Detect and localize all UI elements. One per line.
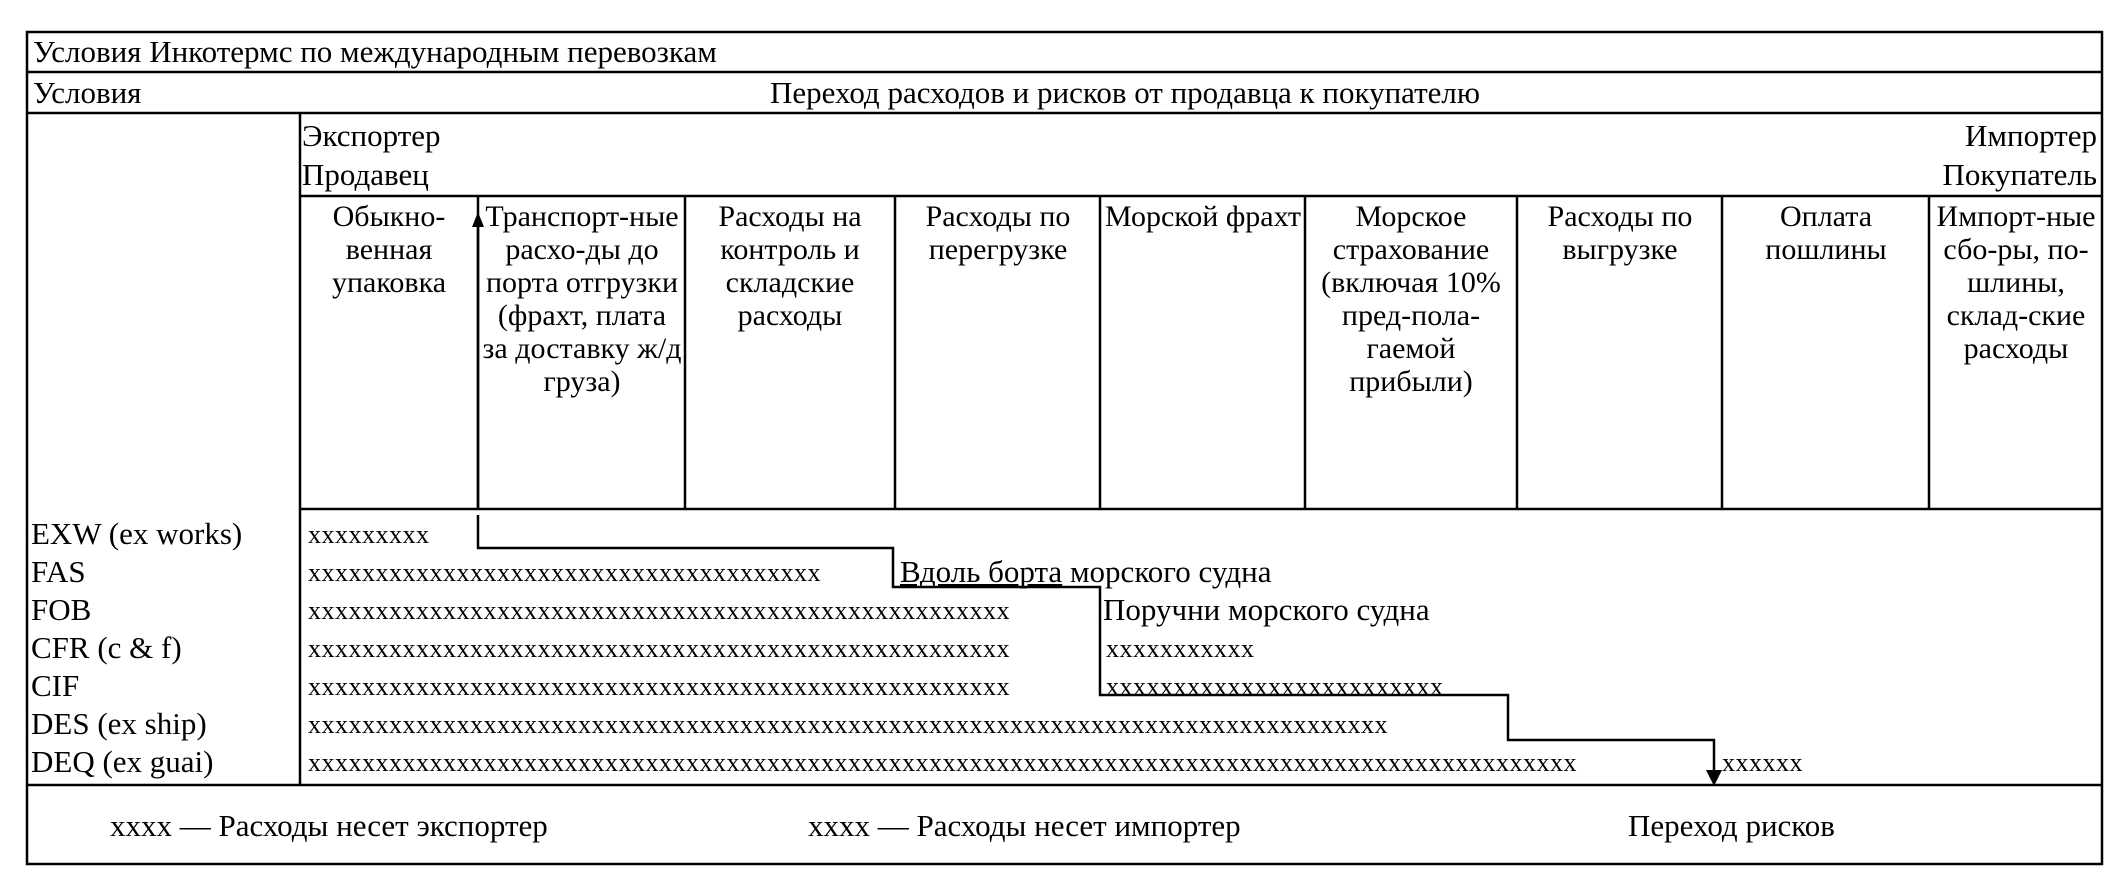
importer-label: Импортер — [1965, 118, 2097, 153]
column-header: Транспорт-ные расхо-ды до порта отгрузки (фрахт, плата за доставку ж/д груза) — [482, 200, 682, 398]
term-label: DEQ (ex guai) — [31, 744, 214, 779]
term-label: FOB — [31, 592, 92, 627]
importer-costs: xxxxxxxxxxx — [1106, 634, 1255, 663]
column-header: Обыкно-венная упаковка — [331, 200, 447, 299]
term-label: CFR (c & f) — [31, 630, 182, 665]
seller-label: Продавец — [302, 157, 429, 192]
column-header: Импорт-ные сбо-ры, по-шлины, склад-ские расходы — [1936, 200, 2096, 365]
term-label: DES (ex ship) — [31, 706, 207, 741]
table-title: Условия Инкотермс по международным перевозкам — [33, 34, 717, 69]
exporter-label: Экспортер — [302, 118, 441, 153]
exporter-costs: xxxxxxxxxxxxxxxxxxxxxxxxxxxxxxxxxxxxxxxxxxxxxxxxxxxxxxxxxxxxxxxxxxxxxxxxxxxxxxxx — [308, 710, 1388, 739]
column-header: Расходы по перегрузке — [925, 200, 1071, 266]
exporter-costs: xxxxxxxxxxxxxxxxxxxxxxxxxxxxxxxxxxxxxx — [308, 558, 821, 587]
column-header: Оплата пошлины — [1765, 200, 1887, 266]
legend-risk: Переход рисков — [1628, 808, 1835, 843]
exporter-costs: xxxxxxxxxxxxxxxxxxxxxxxxxxxxxxxxxxxxxxxxxxxxxxxxxxxxxxxxxxxxxxxxxxxxxxxxxxxxxxxxxxxxxxxxxxxxxx — [308, 748, 1577, 777]
legend-exporter: xxxx — Расходы несет экспортер — [110, 808, 548, 843]
exporter-costs: xxxxxxxxxxxxxxxxxxxxxxxxxxxxxxxxxxxxxxxxxxxxxxxxxxxx — [308, 634, 1010, 663]
transfer-header: Переход расходов и рисков от продавца к покупателю — [770, 75, 1481, 110]
term-label: EXW (ex works) — [31, 516, 243, 551]
risk-arrow-down-icon — [1706, 770, 1722, 786]
column-header: Расходы по выгрузке — [1547, 200, 1693, 266]
exporter-costs: xxxxxxxxxxxxxxxxxxxxxxxxxxxxxxxxxxxxxxxxxxxxxxxxxxxx — [308, 672, 1010, 701]
importer-costs: xxxxxxxxxxxxxxxxxxxxxxxxx — [1106, 672, 1444, 701]
fas-note-rest: морского судна — [1062, 554, 1272, 589]
conditions-header: Условия — [33, 75, 142, 110]
fas-note — [900, 554, 1272, 590]
fas-note-underlined: Вдоль борта — [900, 554, 1063, 589]
term-label: CIF — [31, 668, 80, 703]
exporter-costs: xxxxxxxxx — [308, 520, 430, 549]
column-header: Расходы на контроль и складские расходы — [718, 200, 862, 332]
legend-importer: xxxx — Расходы несет импортер — [808, 808, 1241, 843]
exporter-costs: xxxxxxxxxxxxxxxxxxxxxxxxxxxxxxxxxxxxxxxxxxxxxxxxxxxx — [308, 596, 1010, 625]
buyer-label: Покупатель — [1942, 157, 2097, 192]
importer-costs: xxxxxx — [1722, 748, 1803, 777]
column-header: Морское страхование (включая 10% пред-пола-гаемой прибыли) — [1321, 200, 1501, 398]
term-label: FAS — [31, 554, 86, 589]
fob-note: Поручни морского судна — [1103, 592, 1430, 627]
column-header: Морской фрахт — [1105, 200, 1301, 233]
